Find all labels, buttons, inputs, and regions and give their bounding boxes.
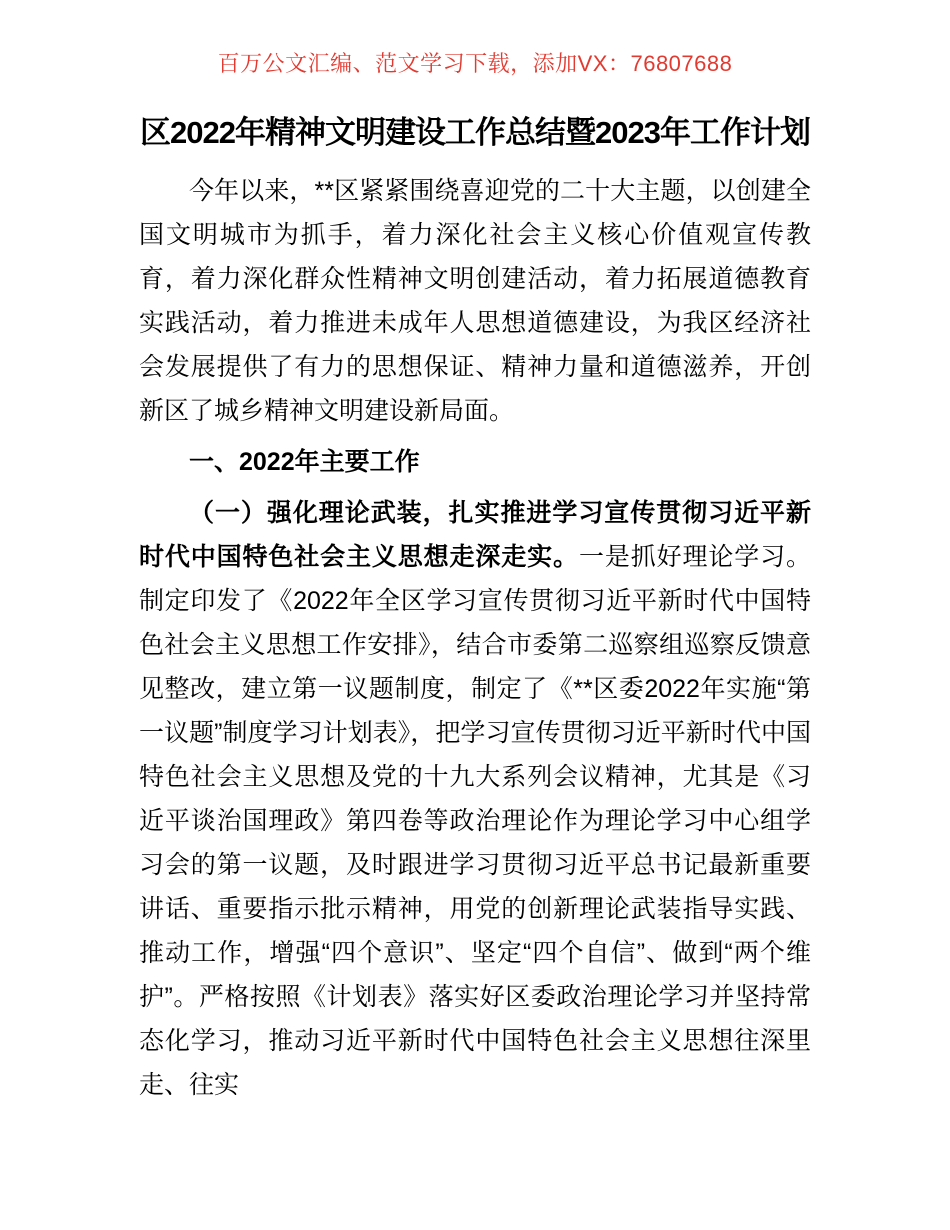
- paragraph: [139, 491, 811, 1107]
- text-segment: 一是抓好理论学习。制定印发了《2022年全区学习宣传贯彻习近平新时代中国特色社会主义思想工作安排》，结合市委第二巡察组巡察反馈意见整改，建立第一议题制度，制定了《**区委2022年实施“第一议题”制度学习计划表》，把学习宣传贯彻习近平新时代中国特色社会主义思想及党的十九大系列会议精神，尤其是《习近平谈治国理政》第四卷等政治理论作为理论学习中心组学习会的第一议题，及时跟进学习贯彻习近平总书记最新重要讲话、重要指示批示精神，用党的创新理论武装指导实践、推动工作，增强“四个意识”、坚定“四个自信”、做到“两个维护”。严格按照《计划表》落实好区委政治理论学习并坚持常态化学习，推动习近平新时代中国特色社会主义思想往深里走、往实: [139, 543, 811, 1099]
- document-body: [139, 169, 811, 1107]
- text-segment: 今年以来，**区紧紧围绕喜迎党的二十大主题，以创建全国文明城市为抓手，着力深化社会主义核心价值观宣传教育，着力深化群众性精神文明创建活动，着力拓展道德教育实践活动，着力推进未成年人思想道德建设，为我区经济社会发展提供了有力的思想保证、精神力量和道德滋养，开创新区了城乡精神文明建设新局面。: [139, 177, 811, 425]
- document-title: 区2022年精神文明建设工作总结暨2023年工作计划: [140, 115, 810, 150]
- section-heading: [139, 440, 811, 484]
- text-segment: （一）强化理论武装，扎实推进学习宣传贯彻习近平新时代中国特色社会主义思想走深走实。: [139, 499, 811, 571]
- watermark-text: 百万公文汇编、范文学习下载，添加VX：76807688: [217, 51, 733, 76]
- text-segment: 一、2022年主要工作: [189, 448, 420, 476]
- paragraph: [139, 169, 811, 433]
